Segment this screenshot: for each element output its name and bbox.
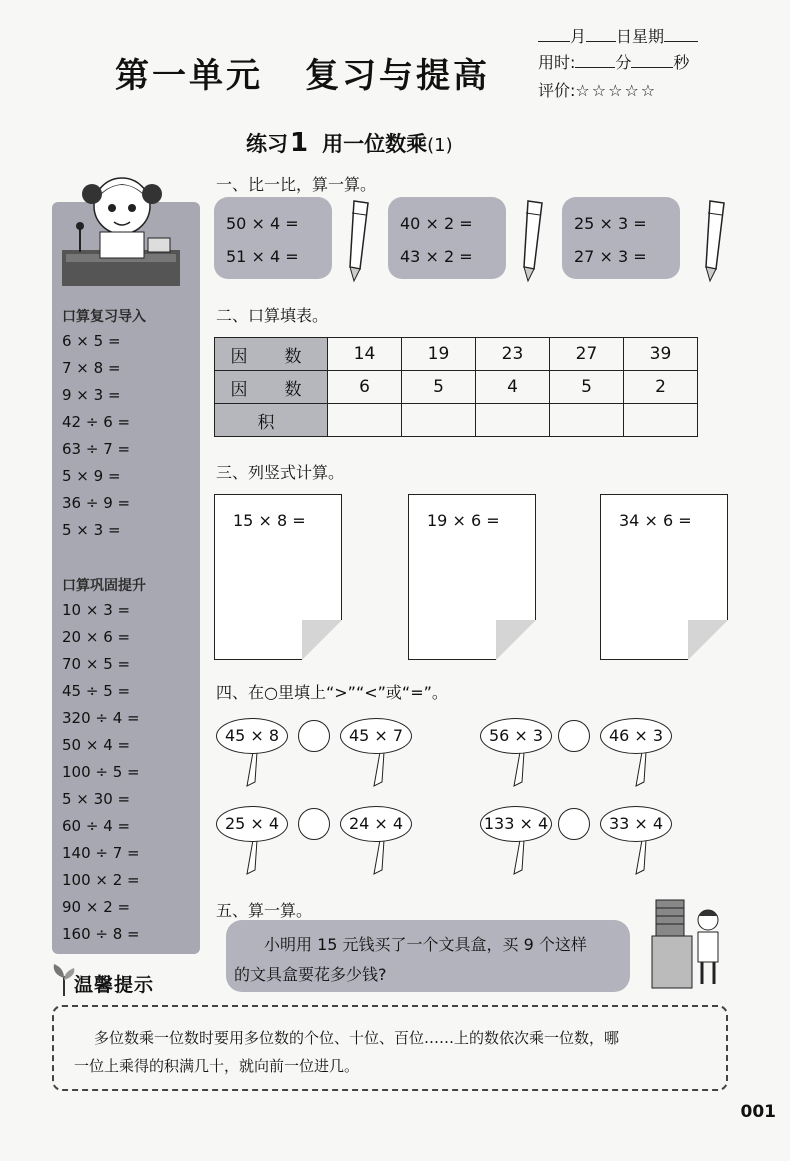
sidebar-item[interactable]: 5 × 3 = bbox=[62, 521, 121, 539]
row-label-factor2: 因 数 bbox=[215, 371, 328, 404]
unit-title-part1: 第一单元 bbox=[115, 56, 263, 96]
table-cell: 23 bbox=[476, 338, 550, 371]
lesson-sub: (1) bbox=[427, 135, 453, 156]
word-problem-box bbox=[226, 920, 630, 992]
tip-heading: 温馨提示 bbox=[74, 974, 155, 996]
sidebar-item[interactable]: 7 × 8 = bbox=[62, 359, 121, 377]
word-problem-line2: 的文具盒要花多少钱? bbox=[234, 965, 387, 984]
table-cell: 14 bbox=[328, 338, 402, 371]
table-row bbox=[215, 371, 698, 404]
table-cell: 4 bbox=[476, 371, 550, 404]
vertical-calc-problem: 34 × 6 = bbox=[619, 511, 692, 530]
pencil-icon bbox=[518, 197, 548, 283]
sidebar-item[interactable]: 70 × 5 = bbox=[62, 655, 131, 673]
page-curl-icon bbox=[688, 620, 728, 660]
sidebar-item[interactable]: 63 ÷ 7 = bbox=[62, 440, 131, 458]
sidebar-item[interactable]: 5 × 30 = bbox=[62, 790, 131, 808]
compare-answer-circle[interactable] bbox=[298, 808, 330, 840]
unit-title bbox=[115, 48, 490, 97]
minutes-blank[interactable] bbox=[575, 52, 615, 68]
compare-expr[interactable]: 40 × 2 = bbox=[400, 214, 473, 233]
table-cell: 39 bbox=[624, 338, 698, 371]
section5-title: 五、算一算。 bbox=[216, 901, 313, 920]
compare-expr[interactable]: 25 × 3 = bbox=[574, 214, 647, 233]
sidebar-item[interactable]: 60 ÷ 4 = bbox=[62, 817, 131, 835]
sidebar-item[interactable]: 140 ÷ 7 = bbox=[62, 844, 140, 862]
row-label-factor1: 因 数 bbox=[215, 338, 328, 371]
page-curl-icon bbox=[496, 620, 536, 660]
sidebar-item[interactable]: 36 ÷ 9 = bbox=[62, 494, 131, 512]
sidebar-item[interactable]: 10 × 3 = bbox=[62, 601, 131, 619]
month-label: 月 bbox=[570, 27, 587, 46]
ribbon-tail-icon bbox=[502, 840, 532, 876]
vertical-calc-problem: 15 × 8 = bbox=[233, 511, 306, 530]
time-used-label: 用时: bbox=[538, 53, 576, 72]
weekday-label: 星期 bbox=[632, 27, 665, 46]
lesson-number: 1 bbox=[290, 128, 309, 158]
section1-title: 一、比一比，算一算。 bbox=[216, 175, 377, 194]
lesson-topic: 用一位数乘 bbox=[322, 132, 428, 156]
row-label-product: 积 bbox=[215, 404, 328, 437]
compare-left-expr: 56 × 3 bbox=[480, 718, 552, 754]
unit-title-part2: 复习与提高 bbox=[305, 56, 490, 96]
product-answer-cell[interactable] bbox=[624, 404, 698, 437]
rating-stars[interactable]: ☆☆☆☆☆ bbox=[575, 81, 658, 100]
vertical-calc-box[interactable] bbox=[600, 494, 728, 660]
table-cell: 19 bbox=[402, 338, 476, 371]
section2-title: 二、口算填表。 bbox=[216, 306, 329, 325]
ribbon-tail-icon bbox=[624, 752, 654, 788]
compare-right-expr: 45 × 7 bbox=[340, 718, 412, 754]
vertical-calc-box[interactable] bbox=[214, 494, 342, 660]
product-answer-cell[interactable] bbox=[328, 404, 402, 437]
lesson-label: 练习 bbox=[246, 132, 288, 156]
compare-right-expr: 24 × 4 bbox=[340, 806, 412, 842]
compare-expr[interactable]: 50 × 4 = bbox=[226, 214, 299, 233]
compare-expr[interactable]: 27 × 3 = bbox=[574, 247, 647, 266]
sidebar-heading-practice: 口算巩固提升 bbox=[62, 578, 146, 594]
pencil-icon bbox=[344, 197, 374, 283]
sidebar-item[interactable]: 100 × 2 = bbox=[62, 871, 140, 889]
rating-line bbox=[538, 78, 657, 101]
lesson-title bbox=[246, 128, 453, 158]
product-answer-cell[interactable] bbox=[550, 404, 624, 437]
seconds-label: 秒 bbox=[673, 53, 690, 72]
compare-right-expr: 46 × 3 bbox=[600, 718, 672, 754]
sidebar-item[interactable]: 6 × 5 = bbox=[62, 332, 121, 350]
vertical-calc-box[interactable] bbox=[408, 494, 536, 660]
sidebar-item[interactable]: 90 × 2 = bbox=[62, 898, 131, 916]
compare-answer-circle[interactable] bbox=[558, 720, 590, 752]
weekday-blank[interactable] bbox=[664, 26, 698, 42]
table-cell: 2 bbox=[624, 371, 698, 404]
word-problem-line1: 小明用 15 元钱买了一个文具盒，买 9 个这样 bbox=[264, 935, 587, 954]
multiplication-table bbox=[214, 337, 698, 437]
compare-left-expr: 45 × 8 bbox=[216, 718, 288, 754]
sidebar-item[interactable]: 100 ÷ 5 = bbox=[62, 763, 140, 781]
compare-left-expr: 133 × 4 bbox=[480, 806, 552, 842]
pencil-icon bbox=[700, 197, 730, 283]
tip-line1: 多位数乘一位数时要用多位数的个位、十位、百位……上的数依次乘一位数，哪 bbox=[94, 1029, 620, 1047]
tip-line2: 一位上乘得的积满几十，就向前一位进几。 bbox=[74, 1057, 360, 1075]
sidebar-item[interactable]: 20 × 6 = bbox=[62, 628, 131, 646]
ribbon-tail-icon bbox=[362, 840, 392, 876]
compare-group-1 bbox=[214, 197, 332, 279]
tip-box bbox=[52, 1005, 728, 1091]
compare-answer-circle[interactable] bbox=[298, 720, 330, 752]
ribbon-tail-icon bbox=[235, 752, 265, 788]
table-cell: 27 bbox=[550, 338, 624, 371]
compare-expr[interactable]: 51 × 4 = bbox=[226, 247, 299, 266]
section3-title: 三、列竖式计算。 bbox=[216, 463, 345, 482]
table-row bbox=[215, 338, 698, 371]
month-blank[interactable] bbox=[538, 26, 570, 42]
rating-label: 评价: bbox=[538, 81, 576, 100]
sidebar-item[interactable]: 320 ÷ 4 = bbox=[62, 709, 140, 727]
day-label: 日 bbox=[616, 27, 633, 46]
girl-reading-illustration bbox=[62, 168, 182, 288]
ribbon-tail-icon bbox=[362, 752, 392, 788]
vertical-calc-problem: 19 × 6 = bbox=[427, 511, 500, 530]
sidebar-item[interactable]: 50 × 4 = bbox=[62, 736, 131, 754]
table-cell: 6 bbox=[328, 371, 402, 404]
product-answer-cell[interactable] bbox=[402, 404, 476, 437]
sidebar-item[interactable]: 45 ÷ 5 = bbox=[62, 682, 131, 700]
ribbon-tail-icon bbox=[235, 840, 265, 876]
compare-right-expr: 33 × 4 bbox=[600, 806, 672, 842]
date-line bbox=[538, 24, 698, 47]
boy-with-books-illustration bbox=[648, 896, 728, 992]
ribbon-tail-icon bbox=[624, 840, 654, 876]
sidebar-item[interactable]: 5 × 9 = bbox=[62, 467, 121, 485]
sidebar-item[interactable]: 42 ÷ 6 = bbox=[62, 413, 131, 431]
compare-answer-circle[interactable] bbox=[558, 808, 590, 840]
day-blank[interactable] bbox=[586, 26, 616, 42]
sidebar-item[interactable]: 160 ÷ 8 = bbox=[62, 925, 140, 943]
compare-left-expr: 25 × 4 bbox=[216, 806, 288, 842]
product-answer-cell[interactable] bbox=[476, 404, 550, 437]
table-cell: 5 bbox=[550, 371, 624, 404]
sidebar-heading-review: 口算复习导入 bbox=[62, 309, 146, 325]
ribbon-tail-icon bbox=[502, 752, 532, 788]
page-curl-icon bbox=[302, 620, 342, 660]
section4-title: 四、在○里填上“>”“<”或“=”。 bbox=[216, 683, 448, 702]
sidebar-item[interactable]: 9 × 3 = bbox=[62, 386, 121, 404]
time-line bbox=[538, 50, 689, 73]
compare-expr[interactable]: 43 × 2 = bbox=[400, 247, 473, 266]
table-row bbox=[215, 404, 698, 437]
compare-group-3 bbox=[562, 197, 680, 279]
minutes-label: 分 bbox=[615, 53, 632, 72]
compare-group-2 bbox=[388, 197, 506, 279]
seconds-blank[interactable] bbox=[631, 52, 673, 68]
table-cell: 5 bbox=[402, 371, 476, 404]
page-number: 001 bbox=[740, 1102, 776, 1122]
